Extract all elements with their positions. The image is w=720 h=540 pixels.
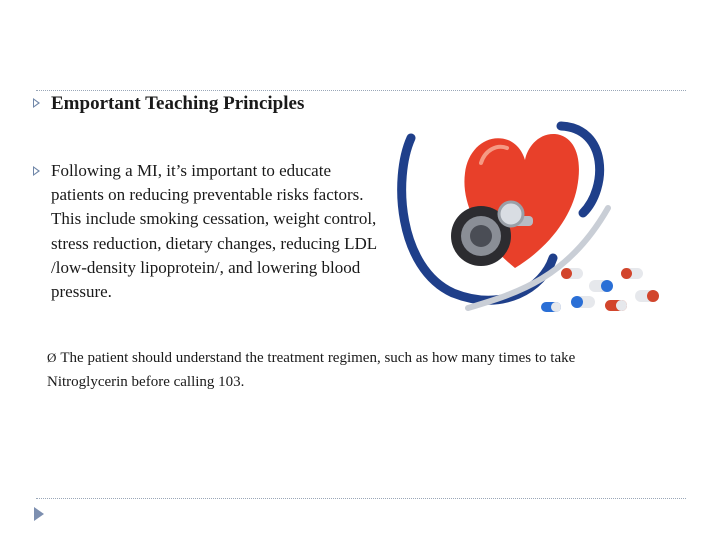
triangle-bullet-icon xyxy=(33,98,40,108)
next-slide-arrow-icon[interactable] xyxy=(34,507,44,521)
triangle-bullet-icon xyxy=(33,166,40,176)
arrow-bullet-icon: Ø xyxy=(47,350,57,365)
slide-heading: Emportant Teaching Principles xyxy=(51,93,305,114)
note-paragraph xyxy=(47,346,647,394)
body-paragraph: Following a MI, it’s important to educate patients on reducing preventable risks factors. This include smoking cessation, weight control, stress reduction, dietary changes, reducing LDL /low-density lipoprotein/, and lowering blood pressure. xyxy=(51,161,377,302)
bottom-divider xyxy=(36,498,686,499)
note-text: The patient should understand the treatment regimen, such as how many times to take Nitroglycerin before calling 103. xyxy=(47,350,576,390)
heart-stethoscope-pills-photo xyxy=(393,118,667,317)
